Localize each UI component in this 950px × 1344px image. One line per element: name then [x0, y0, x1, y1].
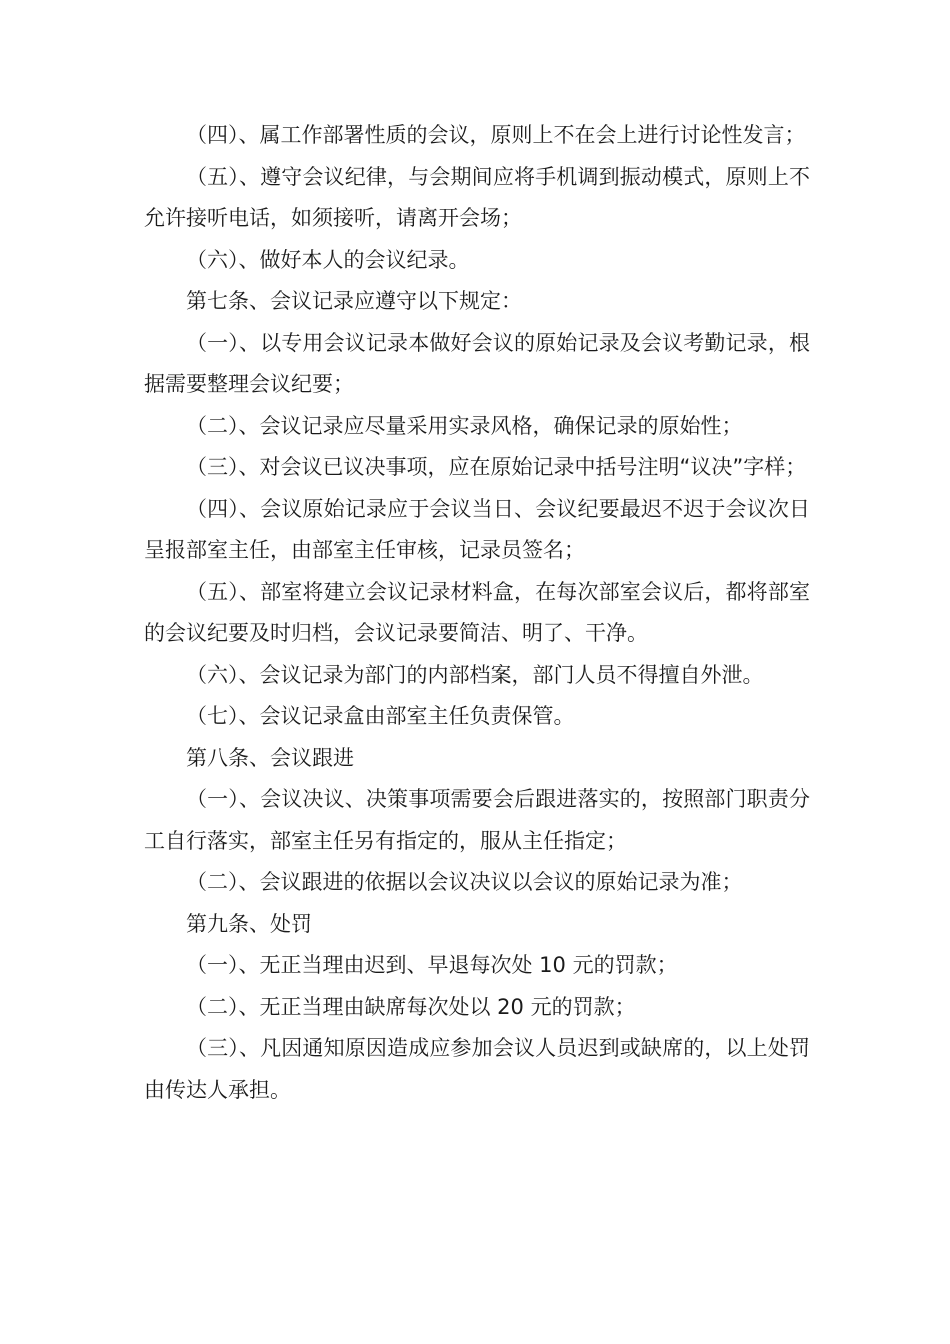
paragraph-article-8-item-1: （一）、会议决议、决策事项需要会后跟进落实的，按照部门职责分工自行落实，部室主任另有指定的，服从主任指定；: [144, 787, 810, 853]
paragraph-clause-5-discipline: （五）、遵守会议纪律，与会期间应将手机调到振动模式，原则上不允许接听电话，如须接听，请离开会场；: [144, 164, 810, 230]
paragraph-article-7-item-2: （二）、会议记录应尽量采用实录风格，确保记录的原始性；: [186, 413, 743, 438]
paragraph-clause-6-personal-notes: （六）、做好本人的会议纪录。: [186, 247, 470, 272]
article-9-heading: 第九条、处罚: [186, 911, 312, 936]
article-8-heading: 第八条、会议跟进: [186, 745, 354, 770]
paragraph-clause-4-discussion: （四）、属工作部署性质的会议，原则上不在会上进行讨论性发言；: [186, 123, 806, 147]
article-7-heading: 第七条、会议记录应遵守以下规定：: [186, 289, 522, 313]
paragraph-article-9-item-3: （三）、凡因通知原因造成应参加会议人员迟到或缺席的，以上处罚由传达人承担。: [144, 1036, 810, 1102]
paragraph-article-7-item-1: （一）、以专用会议记录本做好会议的原始记录及会议考勤记录，根据需要整理会议纪要；: [144, 330, 810, 396]
paragraph-article-7-item-3: （三）、对会议已议决事项，应在原始记录中括号注明“议决”字样；: [186, 455, 807, 479]
paragraph-article-7-item-4: （四）、会议原始记录应于会议当日、会议纪要最迟不迟于会议次日呈报部室主任，由部室主任审核，记录员签名；: [144, 496, 810, 562]
paragraph-article-9-item-2: （二）、无正当理由缺席每次处以 20 元的罚款；: [186, 994, 636, 1019]
paragraph-article-9-item-1: （一）、无正当理由迟到、早退每次处 10 元的罚款；: [186, 953, 678, 977]
document-body: [144, 115, 810, 1111]
paragraph-article-7-item-7: （七）、会议记录盒由部室主任负责保管。: [186, 704, 575, 728]
paragraph-article-7-item-6: （六）、会议记录为部门的内部档案，部门人员不得擅自外泄。: [186, 662, 764, 687]
paragraph-article-8-item-2: （二）、会议跟进的依据以会议决议以会议的原始记录为准；: [186, 870, 743, 894]
paragraph-article-7-item-5: （五）、部室将建立会议记录材料盒，在每次部室会议后，都将部室的会议纪要及时归档，会议记录要简洁、明了、干净。: [144, 579, 810, 645]
